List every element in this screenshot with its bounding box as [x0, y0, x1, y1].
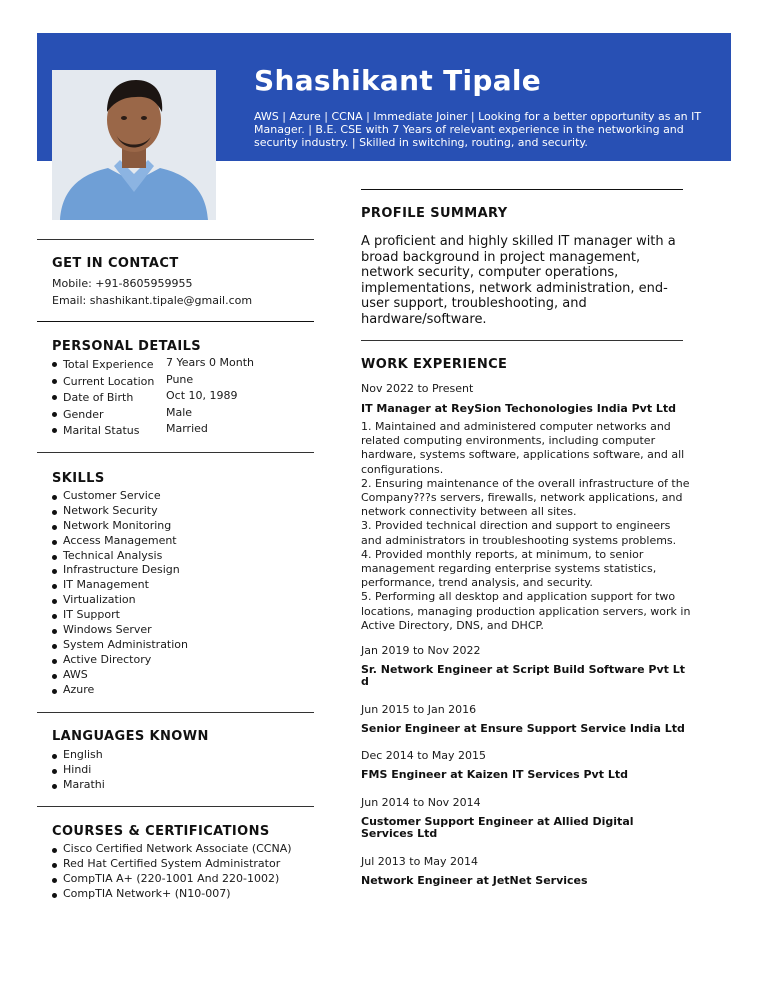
course-item: CompTIA A+ (220-1001 And 220-1002): [52, 872, 292, 887]
bullet: [52, 412, 57, 417]
divider: [37, 712, 314, 713]
profile-summary-text: A proficient and highly skilled IT manager with a broad background in project management, network security, computer operations, implementations, network administration, end-user support, troubleshooting, and hardware/software.: [361, 234, 676, 327]
contact-email: Email: shashikant.tipale@gmail.com: [52, 294, 253, 307]
detail-label: Marital Status: [63, 424, 140, 437]
detail-value: Oct 10, 1989: [166, 389, 238, 402]
job-date: Dec 2014 to May 2015: [361, 749, 487, 762]
courses-title: COURSES & CERTIFICATIONS: [52, 824, 270, 839]
skill-item: Customer Service: [52, 489, 188, 504]
courses-list: [52, 842, 292, 902]
job-date: Nov 2022 to Present: [361, 382, 474, 395]
candidate-tagline: AWS | Azure | CCNA | Immediate Joiner | Looking for a better opportunity as an IT Manager. | B.E. CSE with 7 Years of relevant experience in the networking and security industry. | Skilled in switching, routing, and security.: [254, 110, 702, 149]
job-duty: 5. Performing all desktop and application support for two locations, managing production application servers, work in Active Directory, DNS, and DHCP.: [361, 590, 691, 632]
job-date: Jun 2014 to Nov 2014: [361, 796, 481, 809]
contact-mobile: Mobile: +91-8605959955: [52, 277, 193, 290]
skill-item: Access Management: [52, 534, 188, 549]
languages-list: [52, 748, 105, 793]
personal-details-title: PERSONAL DETAILS: [52, 339, 202, 354]
skill-item: Network Monitoring: [52, 519, 188, 534]
job-duty: 3. Provided technical direction and support to engineers and administrators in troubleshooting systems problems.: [361, 519, 677, 547]
job-date: Jul 2013 to May 2014: [361, 855, 479, 868]
job-date: Jun 2015 to Jan 2016: [361, 703, 477, 716]
job-title: IT Manager at ReySion Techonologies India Pvt Ltd: [361, 402, 677, 415]
profile-photo: [52, 70, 216, 220]
detail-value: 7 Years 0 Month: [166, 356, 254, 369]
bullet: [52, 379, 57, 384]
profile-photo-image: [52, 70, 216, 220]
detail-value: Male: [166, 405, 193, 419]
job-duty: 1. Maintained and administered computer networks and related computing environments, including computer hardware, systems software, applications software, and all configurations.: [361, 420, 685, 476]
detail-label: Gender: [63, 407, 104, 421]
language-item: Marathi: [52, 778, 105, 793]
job-title: Senior Engineer at Ensure Support Service India Ltd: [361, 722, 685, 735]
candidate-name: Shashikant Tipale: [254, 64, 542, 97]
course-item: Cisco Certified Network Associate (CCNA): [52, 842, 292, 857]
contact-title: GET IN CONTACT: [52, 256, 179, 271]
bullet: [52, 362, 57, 367]
course-item: CompTIA Network+ (N10-007): [52, 887, 292, 902]
job-duty: 4. Provided monthly reports, at minimum, to senior management regarding enterprise systems statistics, performance, trend analysis, and security.: [361, 547, 657, 590]
job-description: [361, 420, 691, 633]
divider: [37, 806, 314, 807]
skill-item: AWS: [52, 668, 188, 683]
skill-item: Technical Analysis: [52, 549, 188, 564]
skill-item: IT Support: [52, 608, 188, 623]
skill-item: Virtualization: [52, 593, 188, 608]
job-duty: 2. Ensuring maintenance of the overall infrastructure of the Company???s servers, firewalls, network applications, and network connectivity between all sites.: [361, 476, 690, 519]
skill-item: Network Security: [52, 504, 188, 519]
detail-value: Married: [166, 422, 208, 435]
divider: [37, 452, 314, 453]
skill-item: System Administration: [52, 638, 188, 653]
bullet: [52, 428, 57, 433]
course-item: Red Hat Certified System Administrator: [52, 857, 292, 872]
divider: [361, 340, 683, 341]
skill-item: Windows Server: [52, 623, 188, 638]
languages-title: LANGUAGES KNOWN: [52, 729, 209, 744]
job-title: Customer Support Engineer at Allied Digital Services Ltd: [361, 815, 634, 840]
profile-summary-title: PROFILE SUMMARY: [361, 206, 508, 221]
language-item: Hindi: [52, 763, 105, 778]
skill-item: Active Directory: [52, 653, 188, 668]
skills-list: [52, 489, 188, 697]
detail-value: Pune: [166, 372, 194, 386]
job-title: Network Engineer at JetNet Services: [361, 874, 588, 887]
skill-item: IT Management: [52, 578, 188, 593]
detail-label: Date of Birth: [63, 391, 134, 404]
skill-item: Azure: [52, 683, 188, 698]
skill-item: Infrastructure Design: [52, 563, 188, 578]
job-title: Sr. Network Engineer at Script Build Software Pvt Ltd: [361, 663, 685, 688]
bullet: [52, 395, 57, 400]
job-date: Jan 2019 to Nov 2022: [361, 644, 481, 657]
divider: [37, 239, 314, 240]
divider: [361, 189, 683, 190]
detail-label: Total Experience: [63, 358, 154, 371]
work-experience-title: WORK EXPERIENCE: [361, 357, 508, 372]
detail-label: Current Location: [63, 374, 155, 388]
job-title: FMS Engineer at Kaizen IT Services Pvt Ltd: [361, 768, 628, 781]
skills-title: SKILLS: [52, 471, 105, 486]
language-item: English: [52, 748, 105, 763]
divider: [37, 321, 314, 322]
